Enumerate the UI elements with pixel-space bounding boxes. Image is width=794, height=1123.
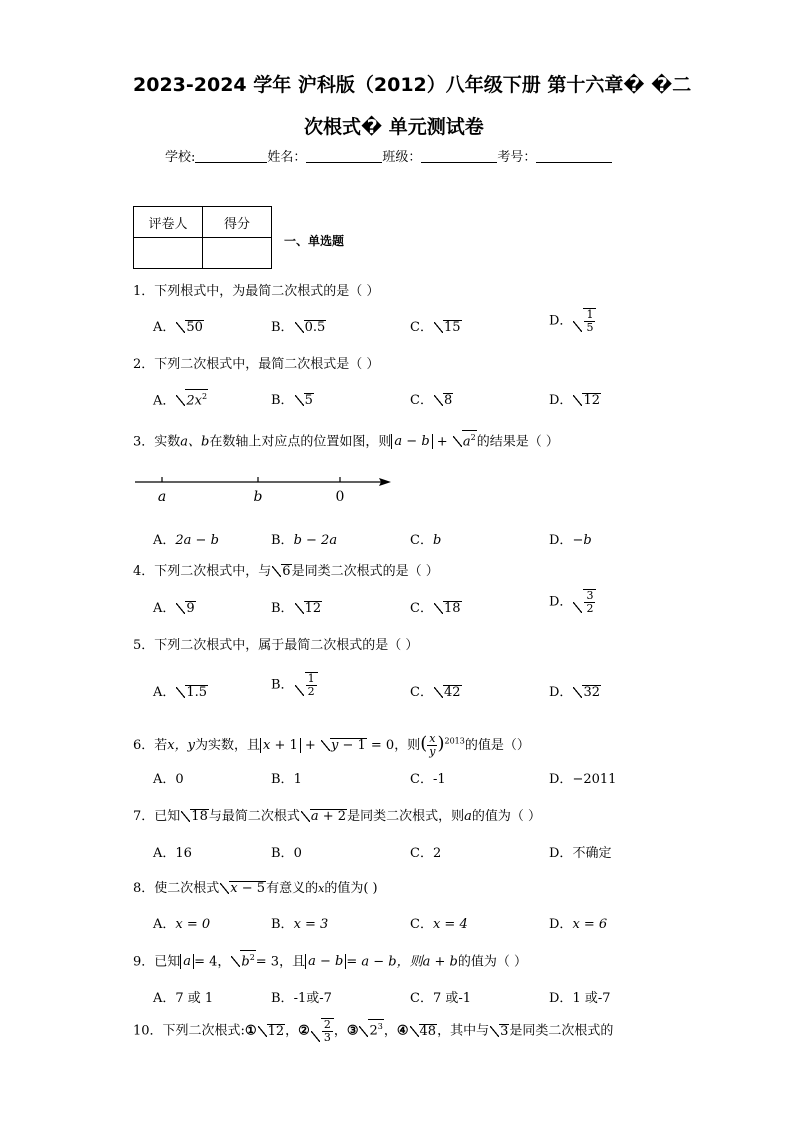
exam-title-line1: 2023-2024 学年 沪科版（2012）八年级下册 第十六章� �二 [133,74,692,96]
score-table-score-cell[interactable] [203,238,272,269]
q3-option-a[interactable]: A．2a − b [153,533,219,548]
number-line-figure [133,470,398,510]
q8-option-c[interactable]: C．x = 4 [410,917,468,932]
q2-option-d[interactable]: D． 12 [549,393,600,408]
question-8: 8．使二次根式 x − 5有意义的x的值为( ) [133,881,378,896]
question-1: 1．下列根式中，为最简二次根式的是（ ） [133,284,380,299]
q5-option-b[interactable]: B． $\frac{1}{2}$ [271,672,318,698]
axis-label-b: b [253,489,263,505]
q4-option-d[interactable]: D． $\frac{3}{2}$ [549,589,596,615]
q7-option-d[interactable]: D．不确定 [549,846,612,861]
q1-option-a[interactable]: A． 50 [153,320,203,335]
score-table-header-score: 得分 [203,207,272,238]
q5-option-a[interactable]: A． 1.5 [153,685,208,700]
question-3: 3．实数a、b在数轴上对应点的位置如图，则 $a - b + a^2$的结果是（ ） [133,430,559,449]
q5-option-d[interactable]: D． 32 [549,685,600,700]
q3-option-b[interactable]: B．b − 2a [271,533,338,548]
question-10: 10．下列二次根式:① 12，② $\frac{2}{3}$ ，③ $2^3$，④ 48，其中与 3是同类二次根式的 [133,1018,614,1044]
q1-option-d[interactable]: D． $\frac{1}{5}$ [549,308,596,334]
school-blank[interactable] [195,150,267,163]
q6-option-a[interactable]: A．0 [153,772,184,787]
q6-option-d[interactable]: D．−2011 [549,772,617,787]
q6-option-c[interactable]: C．-1 [410,772,446,787]
name-label: 姓名： [267,150,307,165]
q9-option-b[interactable]: B．-1或-7 [271,991,332,1006]
q6-option-b[interactable]: B．1 [271,772,302,787]
q3-option-d[interactable]: D．−b [549,533,592,548]
q4-option-a[interactable]: A． 9 [153,601,195,616]
student-info-line [165,146,612,165]
question-4: 4．下列二次根式中，与 6是同类二次根式的是（ ） [133,564,439,579]
question-2: 2．下列二次根式中，最简二次根式是（ ） [133,357,380,372]
q1-option-c[interactable]: C． 15 [410,320,461,335]
question-7: 7．已知 18与最简二次根式 a + 2是同类二次根式，则a的值为（ ） [133,809,541,824]
q2-option-b[interactable]: B． 5 [271,393,313,408]
q2-option-c[interactable]: C． 8 [410,393,453,408]
q9-option-c[interactable]: C．7 或-1 [410,991,472,1006]
q4-option-b[interactable]: B． 12 [271,601,322,616]
q1-option-b[interactable]: B． 0.5 [271,320,326,335]
section-title: 一、单选题 [284,234,345,248]
exam-title-line2: 次根式� 单元测试卷 [304,116,484,138]
number-blank[interactable] [536,150,612,163]
question-5: 5．下列二次根式中，属于最简二次根式的是（ ） [133,638,419,653]
score-table [133,206,272,269]
number-label: 考号： [497,150,537,165]
q9-option-a[interactable]: A．7 或 1 [153,991,214,1006]
q7-option-a[interactable]: A．16 [153,846,192,861]
class-blank[interactable] [421,150,497,163]
q9-option-d[interactable]: D．1 或-7 [549,991,611,1006]
q3-option-c[interactable]: C．b [410,533,442,548]
q5-option-c[interactable]: C． 42 [410,685,461,700]
axis-label-0: 0 [335,489,345,505]
axis-label-a: a [157,489,167,505]
name-blank[interactable] [306,150,382,163]
question-6: 6．若x，y为实数，且 x + 1 + y − 1 = 0，则( $\frac{x}{y}$ )$^{2013}$的值是（） [133,732,530,758]
score-table-header-grader: 评卷人 [134,207,203,238]
q8-option-d[interactable]: D．x = 6 [549,917,608,932]
class-label: 班级： [382,150,422,165]
q8-option-a[interactable]: A．x = 0 [153,917,211,932]
school-label: 学校: [165,150,196,165]
q7-option-b[interactable]: B．0 [271,846,302,861]
score-table-grader-cell[interactable] [134,238,203,269]
q7-option-c[interactable]: C．2 [410,846,442,861]
q8-option-b[interactable]: B．x = 3 [271,917,329,932]
q2-option-a[interactable]: A． $2x^2$ [153,389,208,408]
question-9: 9．已知 a = 4， $b^2= 3$，且 a − b = a − b，则a + b的值为（ ） [133,950,527,969]
q4-option-c[interactable]: C． 18 [410,601,461,616]
